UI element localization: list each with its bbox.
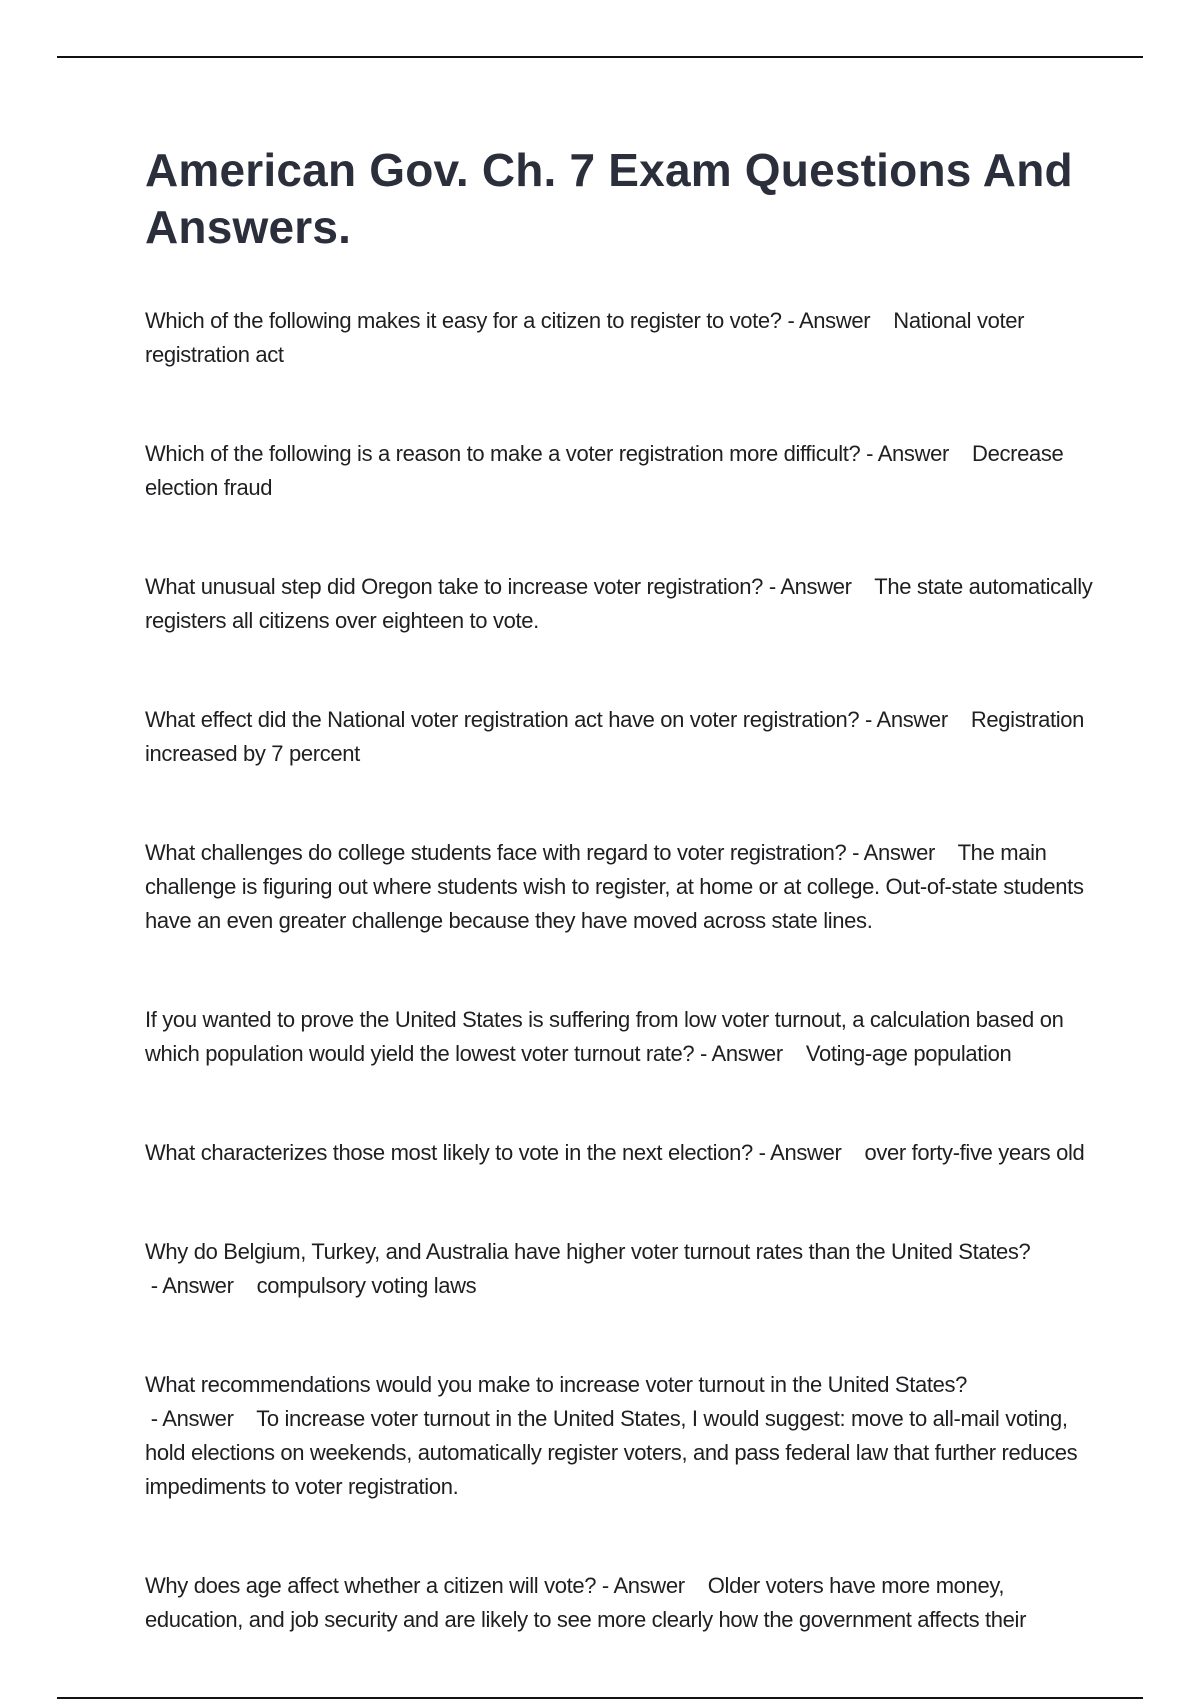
answer-separator: - Answer: [145, 1406, 257, 1431]
qa-item: [145, 1235, 1100, 1303]
question-text: What recommendations would you make to increase voter turnout in the United States?: [145, 1372, 968, 1397]
qa-item: [145, 1368, 1100, 1504]
qa-item: [145, 1569, 1100, 1637]
answer-text: National voter registration act: [145, 308, 1025, 367]
answer-separator: - Answer: [145, 1273, 257, 1298]
footer-rule: [57, 1697, 1143, 1699]
question-text: Why do Belgium, Turkey, and Australia have higher voter turnout rates than the United States?: [145, 1239, 1031, 1264]
qa-item: [145, 836, 1100, 938]
header-rule: [57, 56, 1143, 58]
qa-item: [145, 703, 1100, 771]
answer-text: Voting-age population: [805, 1041, 1012, 1066]
qa-item: [145, 304, 1100, 372]
answer-text: Older voters have more money, education, and job security and are likely to see more clearly how the government affects their: [145, 1573, 1027, 1632]
question-text: What unusual step did Oregon take to increase voter registration?: [145, 574, 764, 599]
answer-separator: - Answer: [596, 1573, 708, 1598]
document-body: [145, 142, 1100, 1702]
answer-text: over forty-five years old: [864, 1140, 1085, 1165]
question-text: Which of the following makes it easy for a citizen to register to vote?: [145, 308, 782, 333]
question-text: If you wanted to prove the United States is suffering from low voter turnout, a calculation based on which population would yield the lowest voter turnout rate?: [145, 1007, 1064, 1066]
answer-separator: - Answer: [763, 574, 875, 599]
qa-item: [145, 437, 1100, 505]
document-title: American Gov. Ch. 7 Exam Questions And Answers.: [145, 144, 1073, 253]
question-text: Which of the following is a reason to make a voter registration more difficult?: [145, 441, 861, 466]
qa-item: [145, 570, 1100, 638]
qa-item: [145, 1003, 1100, 1071]
answer-text: Registration increased by 7 percent: [145, 707, 1085, 766]
question-text: What challenges do college students face with regard to voter registration?: [145, 840, 847, 865]
answer-text: Decrease election fraud: [145, 441, 1064, 500]
answer-separator: - Answer: [846, 840, 958, 865]
answer-separator: - Answer: [752, 1140, 865, 1165]
answer-text: To increase voter turnout in the United States, I would suggest: move to all-mail voting, hold elections on weekends, automatically register voters, and pass federal law that further reduces impediments to voter registration.: [145, 1406, 1078, 1499]
answer-text: compulsory voting laws: [256, 1273, 477, 1298]
question-text: Why does age affect whether a citizen will vote?: [145, 1573, 597, 1598]
qa-list: [145, 304, 1100, 1637]
answer-text: The state automatically registers all citizens over eighteen to vote.: [145, 574, 1093, 633]
answer-separator: - Answer: [860, 441, 973, 466]
answer-separator: - Answer: [859, 707, 971, 732]
answer-separator: - Answer: [781, 308, 894, 333]
qa-item: [145, 1136, 1100, 1170]
question-text: What effect did the National voter registration act have on voter registration?: [145, 707, 860, 732]
question-text: What characterizes those most likely to vote in the next election?: [145, 1140, 753, 1165]
answer-text: The main challenge is figuring out where students wish to register, at home or at college. Out-of-state students have an even greater challenge because they have moved across state lines.: [145, 840, 1084, 933]
answer-separator: - Answer: [694, 1041, 806, 1066]
